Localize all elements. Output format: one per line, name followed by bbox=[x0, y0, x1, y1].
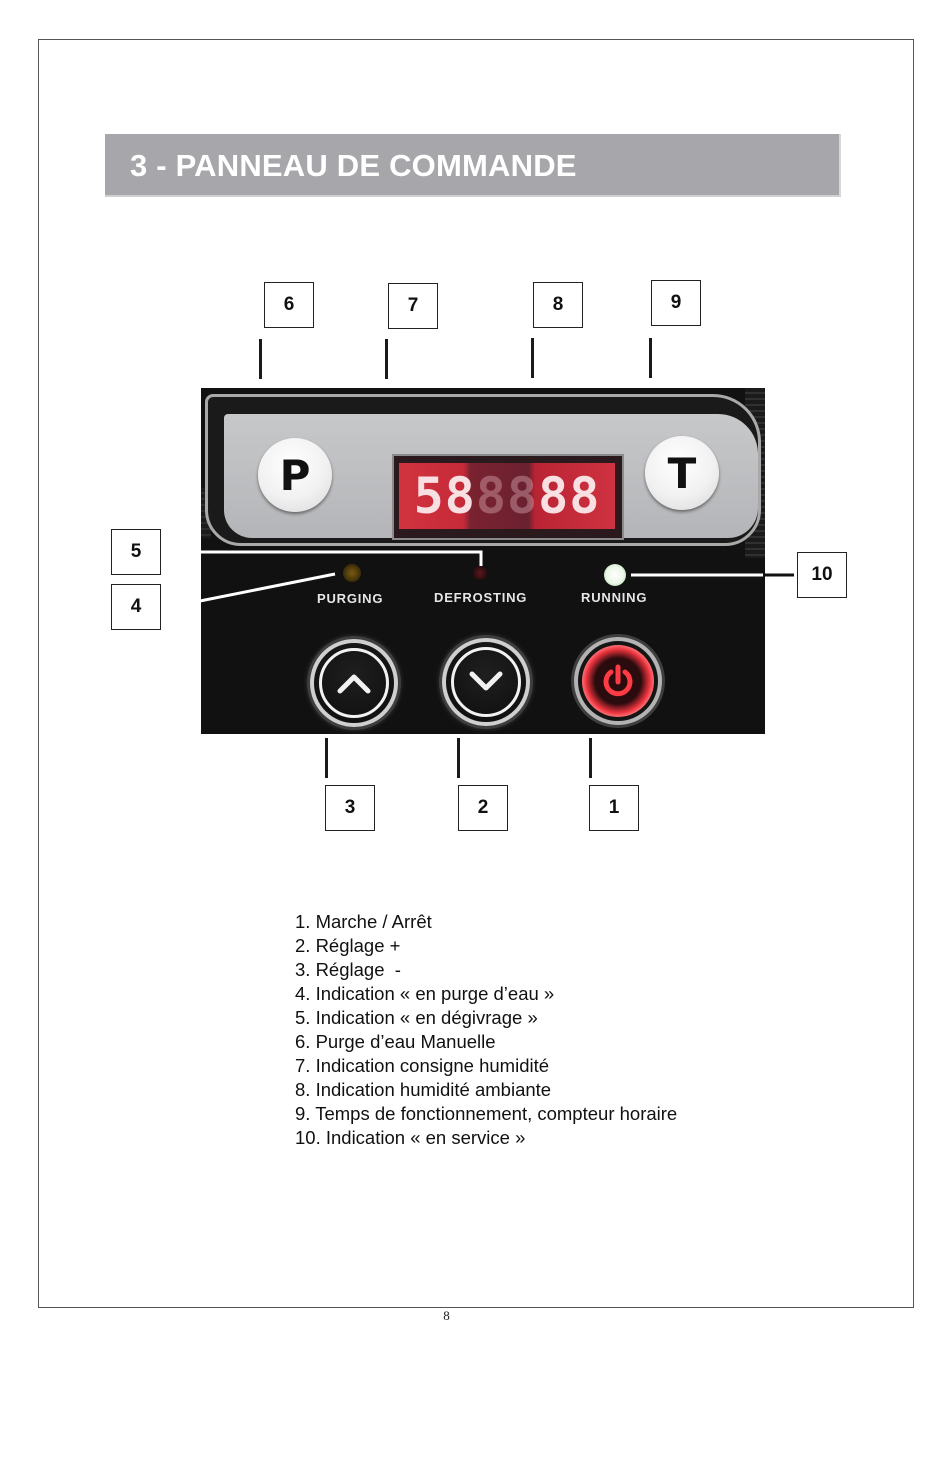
legend-item: 1. Marche / Arrêt bbox=[295, 911, 432, 932]
legend-item: 9. Temps de fonctionnement, compteur horaire bbox=[295, 1103, 678, 1124]
legend-item: 3. Réglage - bbox=[295, 959, 401, 980]
t-button[interactable]: T bbox=[645, 436, 719, 510]
legend-item: 4. Indication « en purge d’eau » bbox=[295, 983, 555, 1004]
legend-item: 5. Indication « en dégivrage » bbox=[295, 1007, 538, 1028]
legend-item: 7. Indication consigne humidité bbox=[295, 1055, 550, 1076]
leader-line-1 bbox=[589, 738, 592, 778]
callout-8: 8 bbox=[533, 282, 583, 328]
callout-4: 4 bbox=[111, 584, 161, 630]
callout-2: 2 bbox=[458, 785, 508, 831]
legend-list bbox=[295, 910, 677, 1150]
defrosting-label: DEFROSTING bbox=[434, 590, 528, 605]
callout-5: 5 bbox=[111, 529, 161, 575]
page-number: 8 bbox=[443, 1308, 450, 1323]
running-label: RUNNING bbox=[581, 590, 648, 605]
callout-9: 9 bbox=[651, 280, 701, 326]
legend-item: 8. Indication humidité ambiante bbox=[295, 1079, 552, 1100]
leader-line-2 bbox=[457, 738, 460, 778]
p-button[interactable]: P bbox=[258, 438, 332, 512]
callout-10: 10 bbox=[797, 552, 847, 598]
callout-7: 7 bbox=[388, 283, 438, 329]
legend-item: 2. Réglage + bbox=[295, 935, 401, 956]
leader-line-5 bbox=[175, 552, 481, 566]
leader-line-3 bbox=[325, 738, 328, 778]
callout-1: 1 bbox=[589, 785, 639, 831]
display-run-time: 88 bbox=[538, 467, 601, 525]
callout-6: 6 bbox=[264, 282, 314, 328]
purging-label: PURGING bbox=[317, 591, 384, 606]
section-title: 3 - PANNEAU DE COMMANDE bbox=[130, 148, 577, 183]
callout-3: 3 bbox=[325, 785, 375, 831]
display-ambient-humidity: 88 bbox=[475, 467, 539, 525]
leader-line-4 bbox=[175, 574, 335, 606]
legend-item: 10. Indication « en service » bbox=[295, 1127, 526, 1148]
legend-item: 6. Purge d’eau Manuelle bbox=[295, 1031, 496, 1052]
display-humidity-setpoint: 58 bbox=[413, 467, 476, 525]
